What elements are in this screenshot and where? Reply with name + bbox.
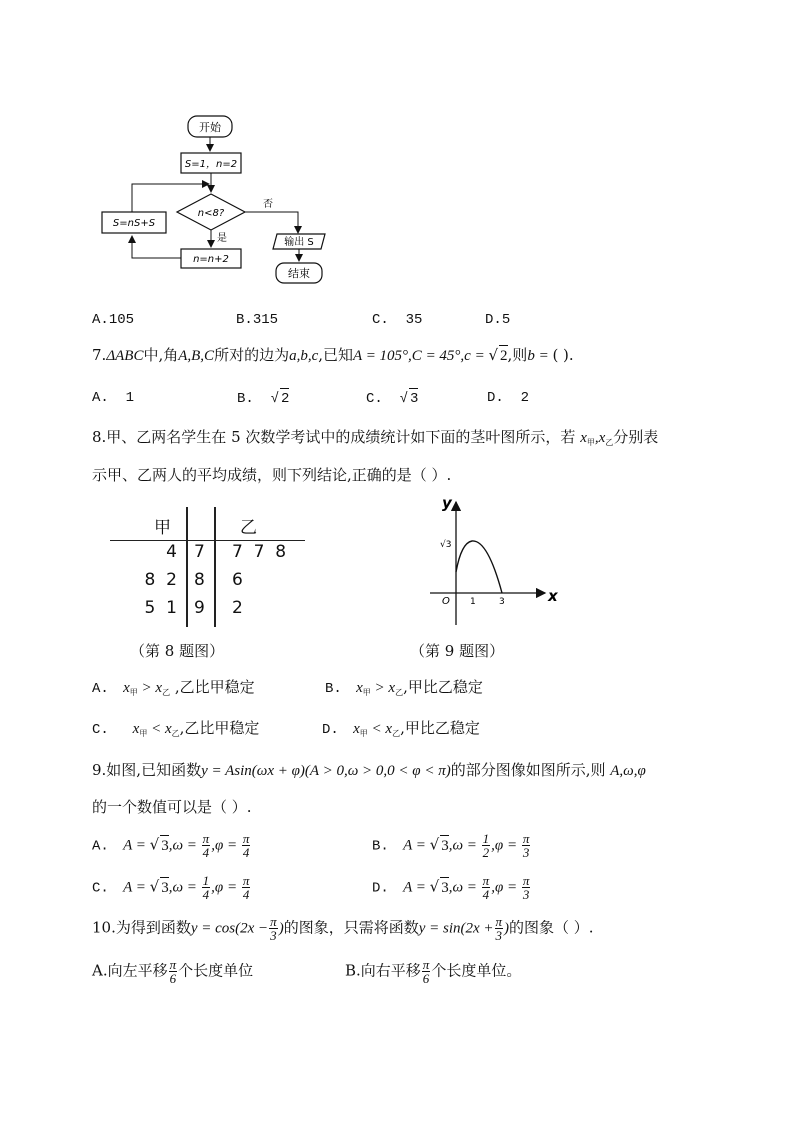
q6-option-c: C. 35 xyxy=(372,312,423,328)
q9-option-a: A. A = √ 3,ω = $\frac{\pi}{4}$ ,φ = $\frac{\pi}{4}$ xyxy=(92,831,250,860)
flow-condition-text: n<8? xyxy=(197,208,225,219)
flow-init-text: S=1，n=2 xyxy=(184,159,238,170)
stemleaf-row: 5 1 9 2 xyxy=(144,598,243,618)
graph-y-label: y xyxy=(442,494,452,512)
stemleaf-row: 8 2 8 6 xyxy=(144,570,243,590)
q9-option-c: C. A = √ 3,ω = $\frac{1}{4}$ ,φ = $\frac{\pi}{4}$ xyxy=(92,873,250,902)
flow-output-text: 输出 S xyxy=(284,237,314,248)
q9-option-b: B. A = √ 3,ω = $\frac{1}{2}$ ,φ = $\frac{\pi}{3}$ xyxy=(372,831,530,860)
q6-option-a: A.105 xyxy=(92,312,135,328)
q7-option-c: C. √ 3 xyxy=(366,388,418,409)
flow-end-text: 结束 xyxy=(288,267,310,280)
q10-stem: 10.为得到函数y = cos(2x − $\frac{\pi}{3}$ )的图象，只需将函数y = sin(2x + $\frac{\pi}{3}$ )的图象（ ）. xyxy=(92,914,594,943)
flow-update-s-text: S=nS+S xyxy=(112,218,156,229)
q8-option-c: C. $x_甲 < x_乙$,乙比甲稳定 xyxy=(92,719,260,738)
graph-x-label: x xyxy=(548,587,558,605)
stemleaf-row: 4 7 7 7 8 xyxy=(166,542,287,562)
q7-option-d: D. 2 xyxy=(487,390,530,406)
graph-origin: O xyxy=(442,596,450,607)
q10-option-b: B.向右平移 $\frac{\pi}{6}$ 个长度单位。 xyxy=(345,957,522,986)
q10-option-a: A.向左平移 $\frac{\pi}{6}$ 个长度单位 xyxy=(92,957,254,986)
flow-no-label: 否 xyxy=(263,199,273,210)
q8-stem-line2: 示甲、乙两人的平均成绩，则下列结论,正确的是（ ）. xyxy=(92,466,452,484)
q7-stem: 7.ΔABC中,角A,B,C所对的边为a,b,c,已知A = 105°,C = 45°,c = √ 2,则b = ( ). xyxy=(92,346,574,364)
flow-update-n-text: n=n+2 xyxy=(193,254,229,265)
q8-option-d: D. $x_甲 < x_乙$,甲比乙稳定 xyxy=(322,719,480,738)
stemleaf-header-right: 乙 xyxy=(240,518,257,538)
fig9-caption: （第 9 题图） xyxy=(410,642,505,660)
fig8-caption: （第 8 题图） xyxy=(130,642,225,660)
q7-option-a: A. 1 xyxy=(92,390,135,406)
flowchart xyxy=(95,108,345,288)
stem-leaf-plot xyxy=(110,507,310,632)
q9-option-d: D. A = √ 3,ω = $\frac{\pi}{4}$ ,φ = $\frac{\pi}{3}$ xyxy=(372,873,530,902)
flow-start-text: 开始 xyxy=(199,121,221,134)
q8-option-b: B. $x_甲 > x_乙$,甲比乙稳定 xyxy=(325,678,483,697)
stemleaf-header-left: 甲 xyxy=(154,518,171,538)
q8-option-a: A. $x_甲 > x_乙$ ,乙比甲稳定 xyxy=(92,678,255,697)
q8-stem-line1: 8.甲、乙两名学生在 5 次数学考试中的成绩统计如下面的茎叶图所示，若 $x_甲,x_乙$分别表 xyxy=(92,428,659,447)
q7-option-b: B. √ 2 xyxy=(237,388,289,409)
q9-stem-line1: 9.如图,已知函数y = Asin(ωx + φ)(A > 0,ω > 0,0 < φ < π)的部分图像如图所示,则 A,ω,φ xyxy=(92,761,646,779)
graph-x-tick-1: 1 xyxy=(470,597,476,607)
q6-option-b: B.315 xyxy=(236,312,279,328)
q6-option-d: D.5 xyxy=(485,312,511,328)
flow-yes-label: 是 xyxy=(217,233,227,244)
graph-x-tick-3: 3 xyxy=(499,597,505,607)
graph-y-tick: √3 xyxy=(440,540,452,550)
q9-stem-line2: 的一个数值可以是（ ）. xyxy=(92,798,252,816)
sine-graph xyxy=(420,490,570,630)
sine-curve xyxy=(456,541,502,593)
